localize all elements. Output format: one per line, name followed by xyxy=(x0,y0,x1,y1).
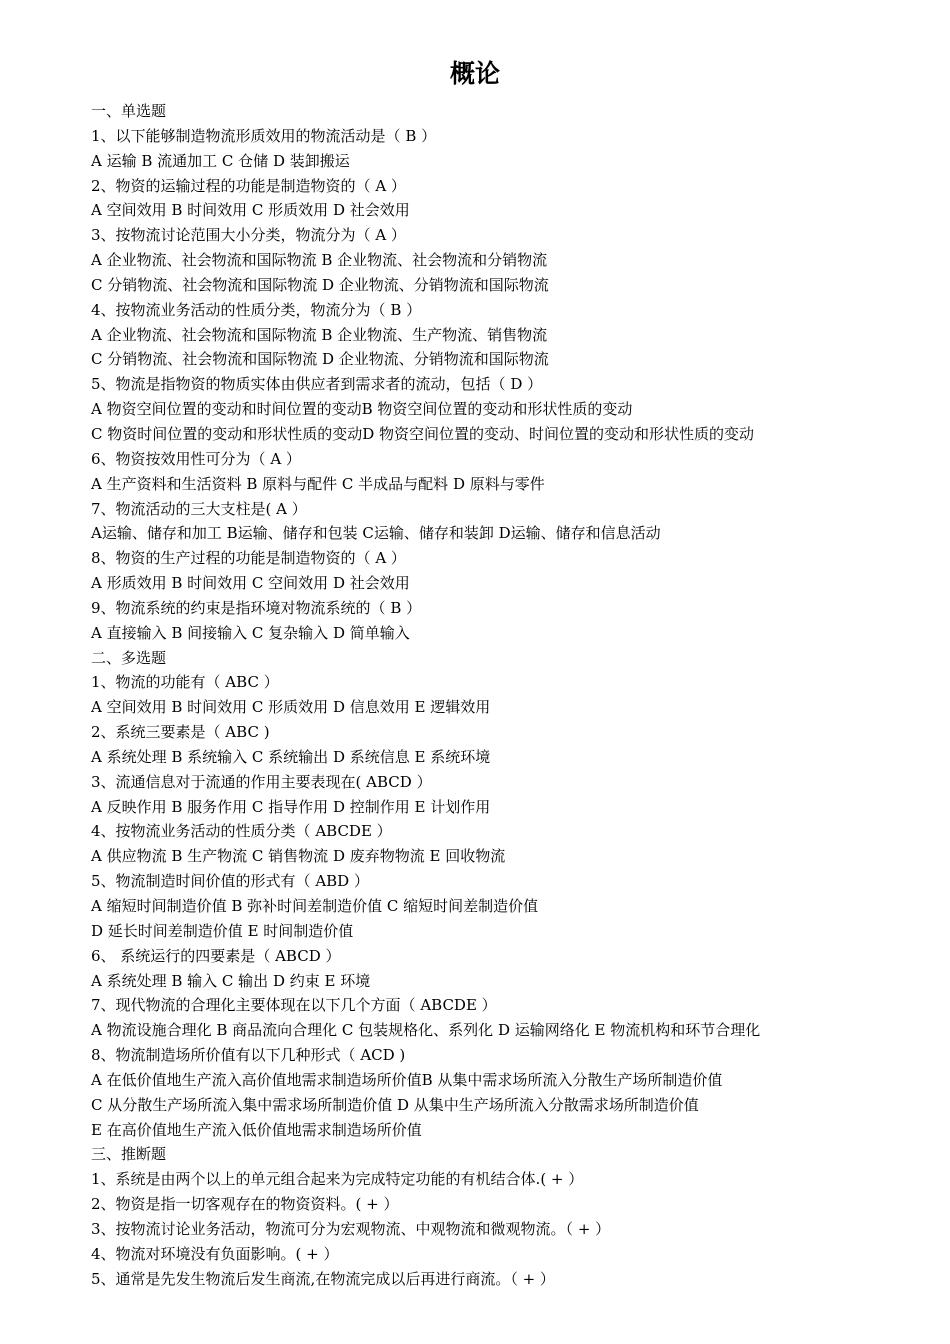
text-line: A 空间效用 B 时间效用 C 形质效用 D 信息效用 E 逻辑效用 xyxy=(91,698,491,717)
text-line: 三、推断题 xyxy=(91,1145,167,1164)
text-line: 1、物流的功能有（ ABC ） xyxy=(91,673,279,692)
text-line: A 企业物流、社会物流和国际物流 B 企业物流、社会物流和分销物流 xyxy=(91,251,548,270)
text-line: C 从分散生产场所流入集中需求场所制造价值 D 从集中生产场所流入分散需求场所制造价值 xyxy=(91,1095,699,1114)
text-line: A 系统处理 B 输入 C 输出 D 约束 E 环境 xyxy=(91,971,371,990)
text-line: A 系统处理 B 系统输入 C 系统输出 D 系统信息 E 系统环境 xyxy=(91,747,491,766)
text-line: A 运输 B 流通加工 C 仓储 D 装卸搬运 xyxy=(91,151,350,170)
text-line: 9、物流系统的约束是指环境对物流系统的（ B ） xyxy=(91,598,422,617)
text-line: 1、系统是由两个以上的单元组合起来为完成特定功能的有机结合体.( + ） xyxy=(91,1170,584,1189)
text-line: 4、按物流业务活动的性质分类（ ABCDE ） xyxy=(91,822,392,841)
text-line: A 生产资料和生活资料 B 原料与配件 C 半成品与配料 D 原料与零件 xyxy=(91,474,545,493)
text-line: 4、物流对环境没有负面影响。( + ） xyxy=(91,1244,339,1263)
text-line: A 缩短时间制造价值 B 弥补时间差制造价值 C 缩短时间差制造价值 xyxy=(91,897,539,915)
text-line: A 物流设施合理化 B 商品流向合理化 C 包装规格化、系列化 D 运输网络化 E 物流机构和环节合理化 xyxy=(91,1021,761,1040)
text-line: C 物资时间位置的变动和形状性质的变动D 物资空间位置的变动、时间位置的变动和形状性质的变动 xyxy=(91,424,755,443)
text-line: 8、物流制造场所价值有以下几种形式（ ACD ) xyxy=(91,1046,406,1065)
text-line: C 分销物流、社会物流和国际物流 D 企业物流、分销物流和国际物流 xyxy=(91,350,549,369)
text-line: A 反映作用 B 服务作用 C 指导作用 D 控制作用 E 计划作用 xyxy=(91,797,491,816)
text-line: A运输、储存和加工 B运输、储存和包装 C运输、储存和装卸 D运输、储存和信息活动 xyxy=(91,524,661,543)
text-line: 2、系统三要素是（ ABC ) xyxy=(91,723,270,742)
text-line: E 在高价值地生产流入低价值地需求制造场所价值 xyxy=(91,1120,422,1139)
text-line: A 直接输入 B 间接输入 C 复杂输入 D 简单输入 xyxy=(91,623,410,642)
text-line: 2、物资的运输过程的功能是制造物资的（ A ） xyxy=(91,176,406,195)
text-line: 3、流通信息对于流通的作用主要表现在( ABCD ） xyxy=(91,772,432,791)
page-title: 概论 xyxy=(449,59,500,88)
text-line: 2、物资是指一切客观存在的物资资料。( + ） xyxy=(91,1195,399,1214)
text-line: 5、物流制造时间价值的形式有（ ABD ） xyxy=(91,872,369,891)
document-body xyxy=(91,99,891,1292)
text-line: A 供应物流 B 生产物流 C 销售物流 D 废弃物物流 E 回收物流 xyxy=(91,847,506,866)
text-line: 5、通常是先发生物流后发生商流,在物流完成以后再进行商流。（ + ） xyxy=(91,1269,555,1288)
text-line: C 分销物流、社会物流和国际物流 D 企业物流、分销物流和国际物流 xyxy=(91,275,549,294)
text-line: A 企业物流、社会物流和国际物流 B 企业物流、生产物流、销售物流 xyxy=(91,325,548,344)
text-line: A 在低价值地生产流入高价值地需求制造场所价值B 从集中需求场所流入分散生产场所制造价值 xyxy=(91,1070,723,1089)
text-line: 7、现代物流的合理化主要体现在以下几个方面（ ABCDE ） xyxy=(91,996,497,1015)
text-line: 6、 系统运行的四要素是（ ABCD ） xyxy=(91,946,341,965)
text-line: A 形质效用 B 时间效用 C 空间效用 D 社会效用 xyxy=(91,574,410,593)
text-line: 7、物流活动的三大支柱是( A ） xyxy=(91,499,307,518)
text-line: 6、物资按效用性可分为（ A ） xyxy=(91,449,301,468)
text-line: 二、多选题 xyxy=(91,648,167,667)
text-line: 3、按物流讨论业务活动，物流可分为宏观物流、中观物流和微观物流。（ + ） xyxy=(91,1219,611,1238)
text-line: 8、物资的生产过程的功能是制造物资的（ A ） xyxy=(91,549,406,568)
text-line: 3、按物流讨论范围大小分类，物流分为（ A ） xyxy=(91,226,406,245)
text-line: 5、物流是指物资的物质实体由供应者到需求者的流动，包括（ D ） xyxy=(91,375,543,394)
text-line: A 空间效用 B 时间效用 C 形质效用 D 社会效用 xyxy=(91,201,410,220)
text-line: A 物资空间位置的变动和时间位置的变动B 物资空间位置的变动和形状性质的变动 xyxy=(91,400,633,419)
text-line: 一、单选题 xyxy=(91,102,167,120)
text-line: D 延长时间差制造价值 E 时间制造价值 xyxy=(91,921,354,940)
text-line: 1、以下能够制造物流形质效用的物流活动是（ B ） xyxy=(91,126,437,145)
text-line: 4、按物流业务活动的性质分类，物流分为（ B ） xyxy=(91,300,422,319)
